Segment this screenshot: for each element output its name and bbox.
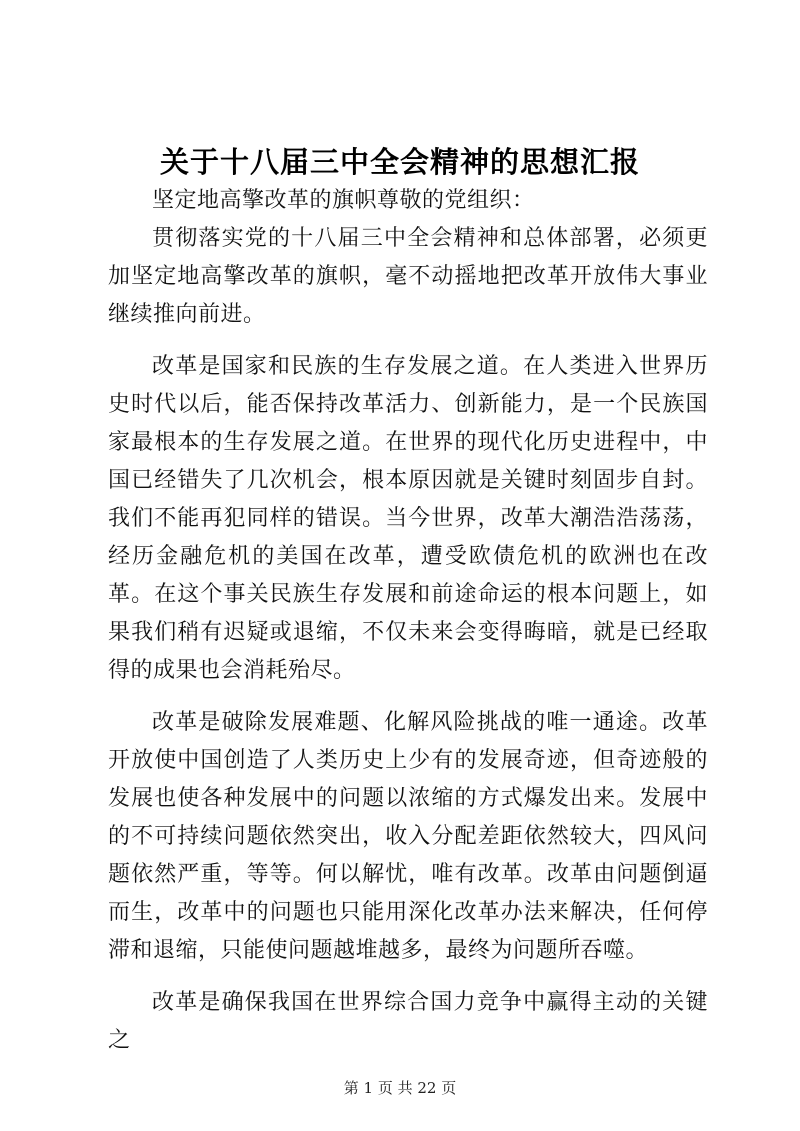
- page-number-footer: 第 1 页 共 22 页: [343, 1079, 457, 1097]
- salutation: 坚定地高擎改革的旗帜尊敬的党组织：: [152, 188, 535, 213]
- paragraph-1: 贯彻落实党的十八届三中全会精神和总体部署，必须更加坚定地高擎改革的旗帜，毫不动摇地把改革开放伟大事业继续推向前进。: [108, 226, 708, 327]
- document-body: [108, 182, 708, 1060]
- document-title: 关于十八届三中全会精神的思想汇报: [159, 145, 640, 179]
- paragraph-3: 改革是破除发展难题、化解风险挑战的唯一通途。改革开放使中国创造了人类历史上少有的发展奇迹，但奇迹般的发展也使各种发展中的问题以浓缩的方式爆发出来。发展中的不可持续问题依然突出，收入分配差距依然较大，四风问题依然严重，等等。何以解忧，唯有改革。改革由问题倒逼而生，改革中的问题也只能用深化改革办法来解决，任何停滞和退缩，只能使问题越堆越多，最终为问题所吞噬。: [108, 710, 708, 963]
- paragraph-2: 改革是国家和民族的生存发展之道。在人类进入世界历史时代以后，能否保持改革活力、创新能力，是一个民族国家最根本的生存发展之道。在世界的现代化历史进程中，中国已经错失了几次机会，根本原因就是关键时刻固步自封。我们不能再犯同样的错误。当今世界，改革大潮浩浩荡荡，经历金融危机的美国在改革，遭受欧债危机的欧洲也在改革。在这个事关民族生存发展和前途命运的根本问题上，如果我们稍有迟疑或退缩，不仅未来会变得晦暗，就是已经取得的成果也会消耗殆尽。: [108, 354, 708, 683]
- paragraph-4: 改革是确保我国在世界综合国力竞争中赢得主动的关键之: [108, 990, 708, 1053]
